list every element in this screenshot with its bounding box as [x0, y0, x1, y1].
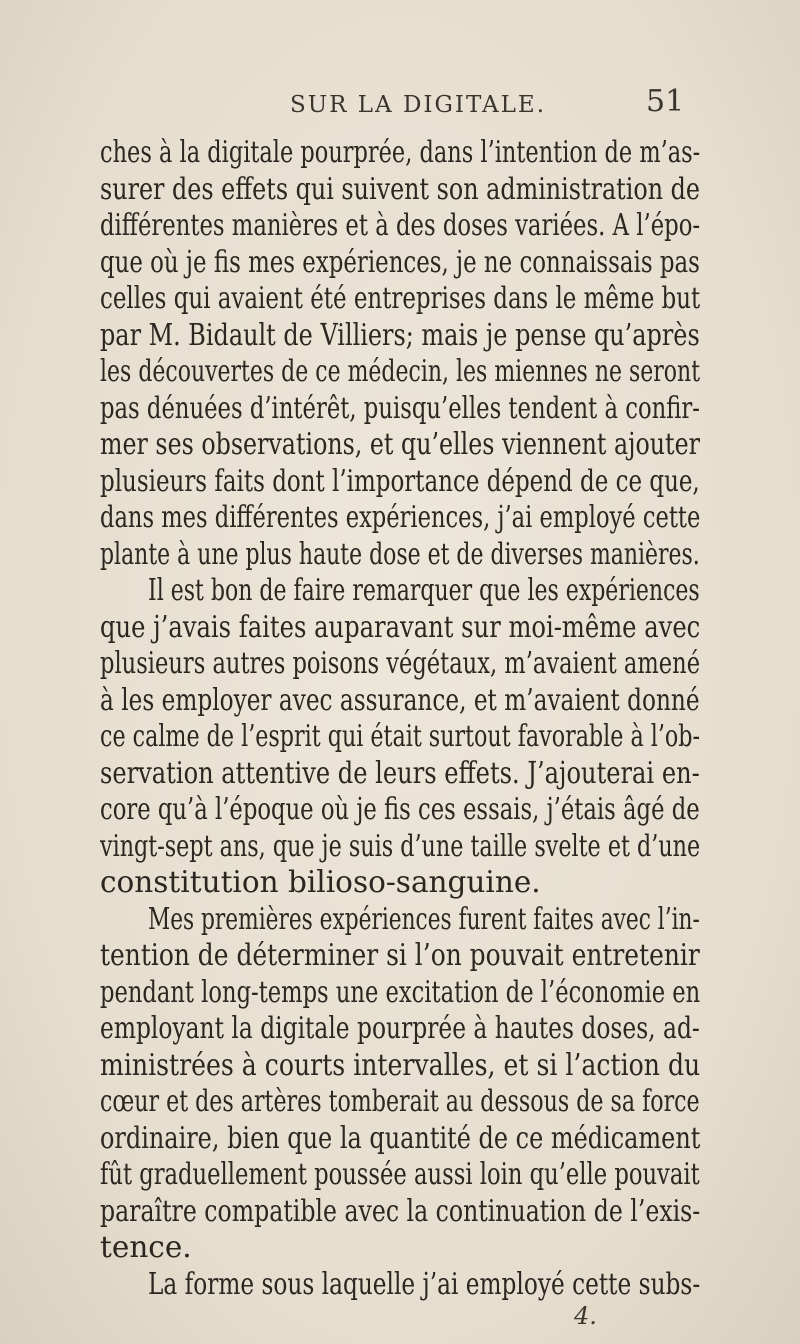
- text-line: paraître compatible avec la continuation de l’exis-: [100, 1193, 701, 1228]
- text-line: vingt-sept ans, que je suis d’une taille svelte et d’une: [100, 828, 701, 863]
- running-title: SUR LA DIGITALE.: [290, 92, 547, 118]
- text-line: plusieurs faits dont l’importance dépend de ce que,: [100, 463, 700, 498]
- text-line: que où je fis mes expériences, je ne connaissais pas: [100, 244, 700, 279]
- text-line: plante à une plus haute dose et de diverses manières.: [100, 536, 700, 571]
- text-line: celles qui avaient été entreprises dans le même but: [100, 281, 701, 315]
- text-line: ce calme de l’esprit qui était surtout favorable à l’ob-: [100, 719, 701, 753]
- paragraph-start: La forme sous laquelle j’ai employé cette subs-: [148, 1266, 701, 1301]
- signature-mark: 4.: [574, 1302, 597, 1330]
- text-line: dans mes différentes expériences, j’ai employé cette: [100, 500, 701, 534]
- text-line: les découvertes de ce médecin, les miennes ne seront: [100, 354, 701, 388]
- text-line: à les employer avec assurance, et m’avaient donné: [100, 682, 700, 717]
- text-line: cœur et des artères tomberait au dessous de sa force: [100, 1084, 700, 1118]
- text-line: mer ses observations, et qu’elles viennent ajouter: [100, 427, 700, 461]
- text-line: différentes manières et à des doses variées. A l’épo-: [100, 208, 701, 242]
- text-line: plusieurs autres poisons végétaux, m’avaient amené: [100, 646, 701, 680]
- page-number: 51: [646, 84, 685, 119]
- text-line: pas dénuées d’intérêt, puisqu’elles tendent à confir-: [100, 390, 700, 425]
- text-line: constitution bilioso-sanguine.: [100, 865, 541, 899]
- text-line: ches à la digitale pourprée, dans l’intention de m’as-: [100, 135, 701, 169]
- text-line: servation attentive de leurs effets. J’ajouterai en-: [100, 755, 700, 790]
- text-line: ordinaire, bien que la quantité de ce médicament: [100, 1120, 701, 1155]
- text-line: pendant long-temps une excitation de l’économie en: [100, 974, 701, 1009]
- text-line: tention de déterminer si l’on pouvait entretenir: [100, 938, 700, 972]
- paragraph-start: Mes premières expériences furent faites avec l’in-: [148, 901, 700, 936]
- text-line: ministrées à courts intervalles, et si l’action du: [100, 1047, 701, 1082]
- paragraph-start: Il est bon de faire remarquer que les expériences: [148, 573, 700, 607]
- text-line: fût graduellement poussée aussi loin qu’elle pouvait: [100, 1157, 700, 1191]
- text-line: tence.: [100, 1230, 192, 1264]
- text-line: par M. Bidault de Villiers; mais je pense qu’après: [100, 317, 700, 352]
- text-line: que j’avais faites auparavant sur moi-même avec: [100, 609, 701, 644]
- text-line: employant la digitale pourprée à hautes doses, ad-: [100, 1011, 700, 1045]
- text-line: core qu’à l’époque où je fis ces essais, j’étais âgé de: [100, 792, 700, 826]
- text-line: surer des effets qui suivent son administration de: [100, 171, 700, 206]
